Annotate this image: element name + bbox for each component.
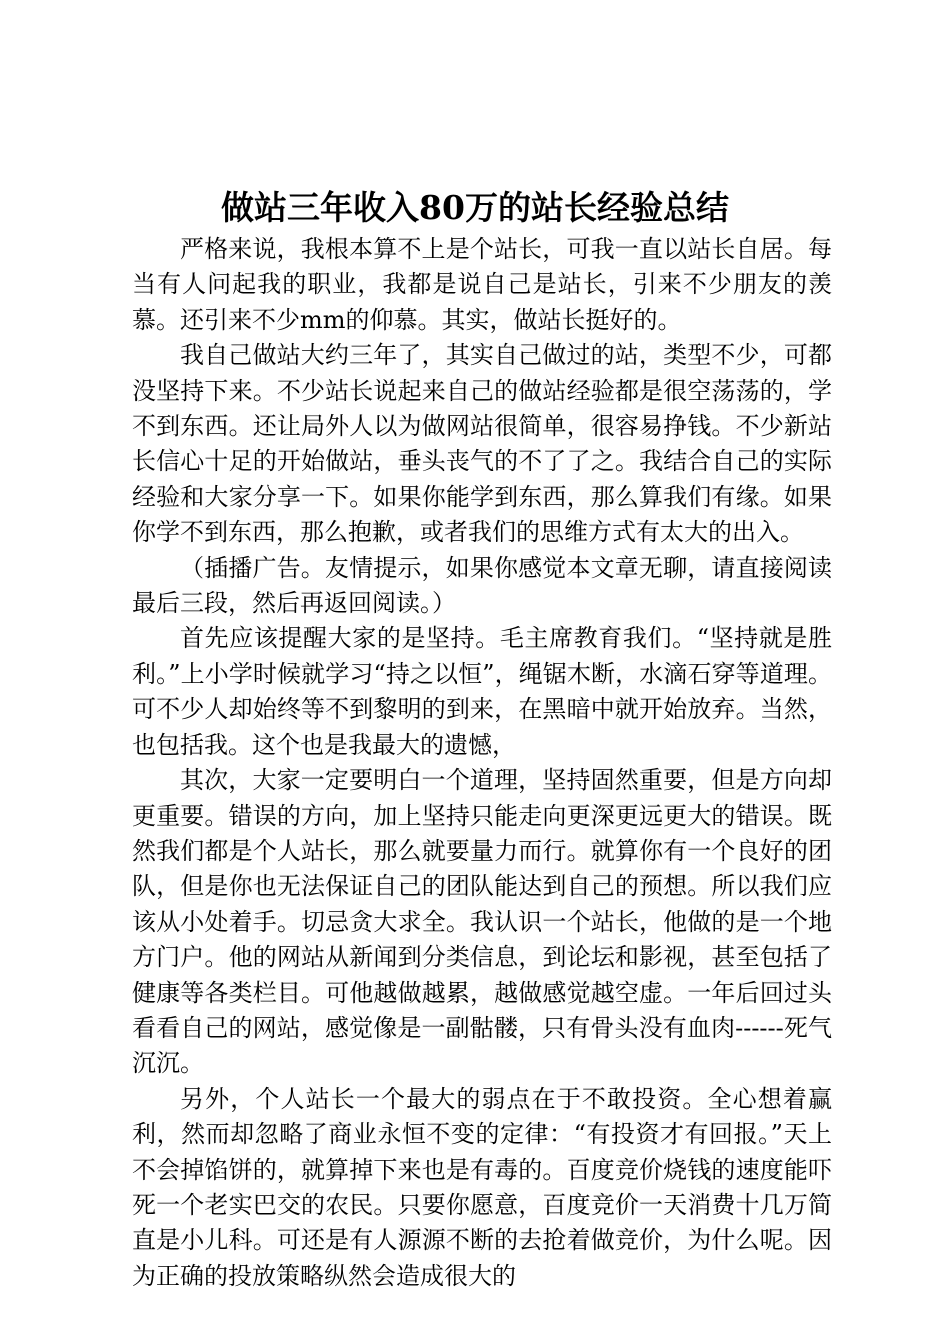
document-title: 做站三年收入80万的站长经验总结	[221, 188, 729, 227]
paragraph-6: 另外，个人站长一个最大的弱点在于不敢投资。全心想着赢利，然而却忽略了商业永恒不变的定律：“有投资才有回报。”天上不会掉馅饼的，就算掉下来也是有毒的。百度竞价烧钱的速度能吓死一个老实巴交的农民。只要你愿意，百度竞价一天消费十几万简直是小儿科。可还是有人源源不断的去抢着做竞价，为什么呢。因为正确的投放策略纵然会造成很大的	[132, 1084, 832, 1290]
paragraph-3: （插播广告。友情提示，如果你感觉本文章无聊，请直接阅读最后三段，然后再返回阅读。）	[132, 553, 832, 618]
paragraph-5: 其次，大家一定要明白一个道理，坚持固然重要，但是方向却更重要。错误的方向，加上坚持只能走向更深更远更大的错误。既然我们都是个人站长，那么就要量力而行。就算你有一个良好的团队，但是你也无法保证自己的团队能达到自己的预想。所以我们应该从小处着手。切忌贪大求全。我认识一个站长，他做的是一个地方门户。他的网站从新闻到分类信息，到论坛和影视，甚至包括了健康等各类栏目。可他越做越累，越做感觉越空虚。一年后回过头看看自己的网站，感觉像是一副骷髅，只有骨头没有血肉------死气沉沉。	[132, 766, 832, 1078]
paragraph-1: 严格来说，我根本算不上是个站长，可我一直以站长自居。每当有人问起我的职业，我都是说自己是站长，引来不少朋友的羡慕。还引来不少mm的仰慕。其实，做站长挺好的。	[132, 235, 832, 334]
paragraph-4: 首先应该提醒大家的是坚持。毛主席教育我们。“坚持就是胜利。”上小学时候就学习“持之以恒”，绳锯木断，水滴石穿等道理。可不少人却始终等不到黎明的到来，在黑暗中就开始放弃。当然，也包括我。这个也是我最大的遗憾，	[132, 624, 832, 759]
paragraph-2: 我自己做站大约三年了，其实自己做过的站，类型不少，可都没坚持下来。不少站长说起来自己的做站经验都是很空荡荡的，学不到东西。还让局外人以为做网站很简单，很容易挣钱。不少新站长信心十足的开始做站，垂头丧气的不了了之。我结合自己的实际经验和大家分享一下。如果你能学到东西，那么算我们有缘。如果你学不到东西，那么抱歉，或者我们的思维方式有太大的出入。	[132, 341, 832, 547]
document-body	[132, 232, 832, 1294]
